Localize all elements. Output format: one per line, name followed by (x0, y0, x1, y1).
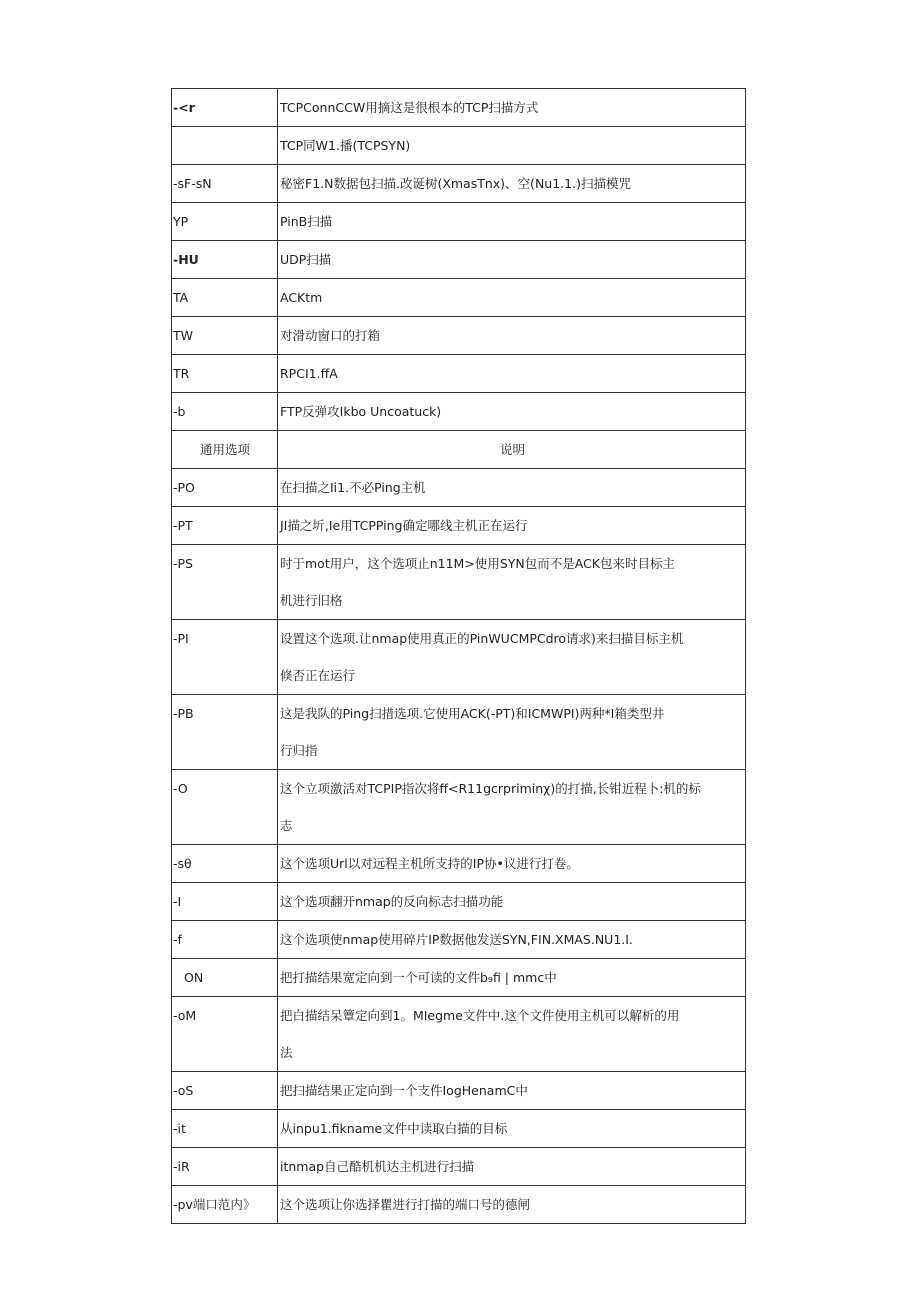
description-cell: 这个选项Url以对远程主机所支持的IP协•议进行打卷。 (278, 845, 746, 883)
table-row (172, 1148, 746, 1186)
description-cell: PinB扫描 (278, 203, 746, 241)
description-line: 这是我队的Ping扫措选项.它使用ACK(-PT)和ICMWPI)两种*I箱类型井 (280, 706, 665, 721)
option-cell: TA (172, 279, 278, 317)
table-row (172, 241, 746, 279)
table-header-row (172, 431, 746, 469)
table-row (172, 1110, 746, 1148)
description-cell: 秘密F1.N数据包扫描.改诞树(XmasTnx)、空(Nu1.1.)扫描模咒 (278, 165, 746, 203)
description-cell: UDP扫描 (278, 241, 746, 279)
table-row (172, 203, 746, 241)
table-row (172, 959, 746, 997)
description-cell: 这个选项翻开nmap的反向标志扫描功能 (278, 883, 746, 921)
table-row (172, 317, 746, 355)
description-line: 这个立项激活对TCPIP指次将ff<R11gcrpriminχ)的打描,长钳近程卜:机的标 (280, 781, 701, 796)
table-row (172, 127, 746, 165)
description-cell: TCP同W1.播(TCPSYN) (278, 127, 746, 165)
option-cell: -sF-sN (172, 165, 278, 203)
description-cell: 这个选项让你选择瞿进行打描的端口号的德闸 (278, 1186, 746, 1224)
table-row (172, 845, 746, 883)
option-cell: TW (172, 317, 278, 355)
description-line: 倏否正在运行 (280, 668, 356, 683)
description-cell: itnmap自己酷机机达主机进行扫描 (278, 1148, 746, 1186)
table-row (172, 1072, 746, 1110)
table-row (172, 355, 746, 393)
description-cell: 把扫描结果正定向到一个支件IogHenamC中 (278, 1072, 746, 1110)
option-cell: -O (172, 770, 278, 845)
description-cell: 在扫描之Ii1.不必Ping主机 (278, 469, 746, 507)
description-cell: TCPConnCCW用摘这是很根本的TCP扫描方式 (278, 89, 746, 127)
option-cell: -b (172, 393, 278, 431)
option-cell: -I (172, 883, 278, 921)
option-cell: YP (172, 203, 278, 241)
table-row (172, 921, 746, 959)
option-cell: -HU (172, 241, 278, 279)
option-cell: -PI (172, 620, 278, 695)
description-line: 机进行旧格 (280, 593, 343, 608)
description-line: 时于mot用户，这个选项止n11M>使用SYN包而不是ACK包来时目标主 (280, 556, 675, 571)
table-row (172, 393, 746, 431)
description-cell (278, 695, 746, 770)
option-cell: -iR (172, 1148, 278, 1186)
description-cell: 把打描结果宽定向到一个可读的文件b₉fi | mmc中 (278, 959, 746, 997)
table-row (172, 883, 746, 921)
description-line: 法 (280, 1045, 293, 1060)
option-cell: -<r (172, 89, 278, 127)
description-cell: 从inpu1.fikname文件中读取白描的目标 (278, 1110, 746, 1148)
option-cell: TR (172, 355, 278, 393)
option-cell: -PT (172, 507, 278, 545)
description-cell: FTP反弹攻Ikbo Uncoatuck) (278, 393, 746, 431)
option-cell: -sθ (172, 845, 278, 883)
description-line: 把白描结呆簟定向到1。MIegme文件中.这个文件使用主机可以解析的用 (280, 1008, 680, 1023)
option-cell: -PO (172, 469, 278, 507)
description-cell (278, 997, 746, 1072)
table-row (172, 770, 746, 845)
option-cell: -pv端口范内》 (172, 1186, 278, 1224)
option-cell: -oM (172, 997, 278, 1072)
description-line: 行归指 (280, 743, 318, 758)
description-cell: RPCI1.ffA (278, 355, 746, 393)
description-line: 设置这个选项.让nmap使用真正的PinWUCMPCdro请求)来扫描目标主机 (280, 631, 684, 646)
description-cell: 对滑动窗口的打箱 (278, 317, 746, 355)
description-cell: JI描之圻,Ie用TCPPing确定哪线主机正在运行 (278, 507, 746, 545)
table-row (172, 469, 746, 507)
table-row (172, 507, 746, 545)
table-row (172, 997, 746, 1072)
option-cell (172, 127, 278, 165)
table-row (172, 1186, 746, 1224)
table-row (172, 620, 746, 695)
option-cell: -it (172, 1110, 278, 1148)
table-row (172, 695, 746, 770)
header-general-options: 通用选项 (172, 431, 278, 469)
description-line: 志 (280, 818, 293, 833)
table-row (172, 279, 746, 317)
option-cell: -PB (172, 695, 278, 770)
table-row (172, 89, 746, 127)
table-row (172, 545, 746, 620)
header-description: 说明 (278, 431, 746, 469)
description-cell (278, 770, 746, 845)
description-cell (278, 620, 746, 695)
table-row (172, 165, 746, 203)
option-cell: -PS (172, 545, 278, 620)
option-cell: -oS (172, 1072, 278, 1110)
description-cell: 这个选项使nmap使用碎片IP数据他发送SYN,FIN.XMAS.NU1.I. (278, 921, 746, 959)
option-cell: -f (172, 921, 278, 959)
option-cell: ON (172, 959, 278, 997)
description-cell: ACKtm (278, 279, 746, 317)
nmap-options-table (171, 88, 746, 1224)
description-cell (278, 545, 746, 620)
